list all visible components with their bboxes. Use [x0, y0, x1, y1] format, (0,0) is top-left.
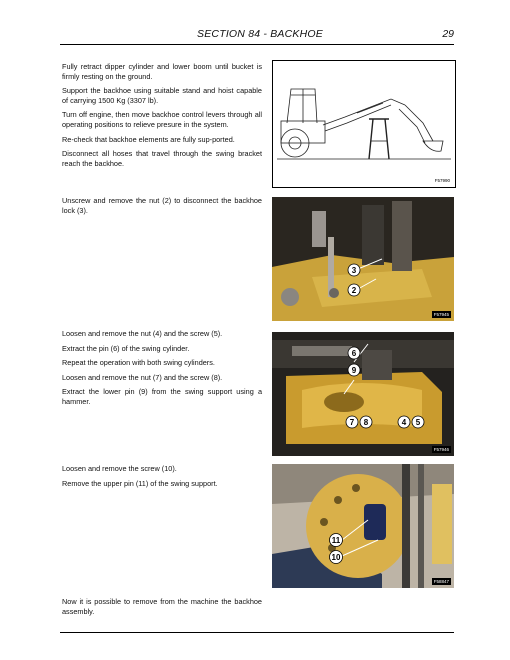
text-block-1 [62, 62, 262, 173]
paragraph: Remove the upper pin (11) of the swing support. [62, 478, 218, 488]
paragraph: Loosen and remove the nut (4) and the screw (5). [62, 329, 223, 338]
figure-swing-support-pin-photo [272, 464, 454, 588]
paragraph: Fully retract dipper cylinder and lower boom until bucket is firmly resting on the ground. [62, 62, 262, 81]
paragraph: Disconnect all hoses that travel through the swing bracket reach the backhoe. [62, 149, 262, 168]
callouts-overlay [272, 197, 454, 321]
text-block-3 [62, 329, 262, 412]
callout-label: 2 [351, 286, 357, 295]
callout-label: 4 [401, 418, 407, 427]
section-title: SECTION 84 - BACKHOE [197, 28, 323, 40]
callout-label: 10 [331, 553, 341, 562]
callout-label: 5 [415, 418, 421, 427]
paragraph: Loosen and remove the nut (7) and the screw (8). [62, 372, 223, 382]
paragraph: Turn off engine, then move backhoe control levers through all operating positions to relieve presure in the system. [62, 110, 262, 129]
paragraph: Extract the lower pin (9) from the swing support using a hammer. [62, 387, 262, 406]
callout-label: 3 [351, 266, 357, 275]
callout-label: 7 [349, 418, 355, 427]
text-block-5 [62, 597, 262, 621]
backhoe-line-drawing [273, 61, 455, 187]
figure-swing-cylinder-photo [272, 332, 454, 456]
figure-reference: F57945 [433, 312, 449, 317]
paragraph: Re-check that backhoe elements are fully sup-ported. [62, 134, 235, 144]
paragraph: Unscrew and remove the nut (2) to disconnect the backhoe lock (3). [62, 196, 262, 215]
paragraph: Extract the pin (6) of the swing cylinder. [62, 343, 190, 353]
paragraph: Support the backhoe using suitable stand and hoist capable of carrying 1500 Kg (3307 lb). [62, 86, 262, 105]
figure-reference: F58847 [433, 579, 449, 584]
callout-label: 11 [331, 536, 341, 545]
footer-divider [60, 632, 454, 633]
text-block-2 [62, 196, 262, 220]
callout-label: 8 [363, 418, 369, 427]
header-divider [60, 44, 454, 45]
figure-backhoe-support-drawing [272, 60, 456, 188]
text-block-4 [62, 464, 262, 493]
figure-backhoe-lock-photo [272, 197, 454, 321]
callouts-overlay [272, 332, 454, 456]
paragraph: Repeat the operation with both swing cylinders. [62, 358, 215, 368]
page-number: 29 [442, 28, 454, 40]
callout-label: 6 [351, 349, 357, 358]
paragraph: Now it is possible to remove from the machine the backhoe assembly. [62, 597, 262, 616]
callouts-overlay [272, 464, 454, 588]
paragraph: Loosen and remove the screw (10). [62, 464, 177, 473]
callout-label: 9 [351, 366, 357, 375]
figure-reference: F57990 [434, 178, 450, 183]
figure-reference: F57946 [433, 447, 449, 452]
